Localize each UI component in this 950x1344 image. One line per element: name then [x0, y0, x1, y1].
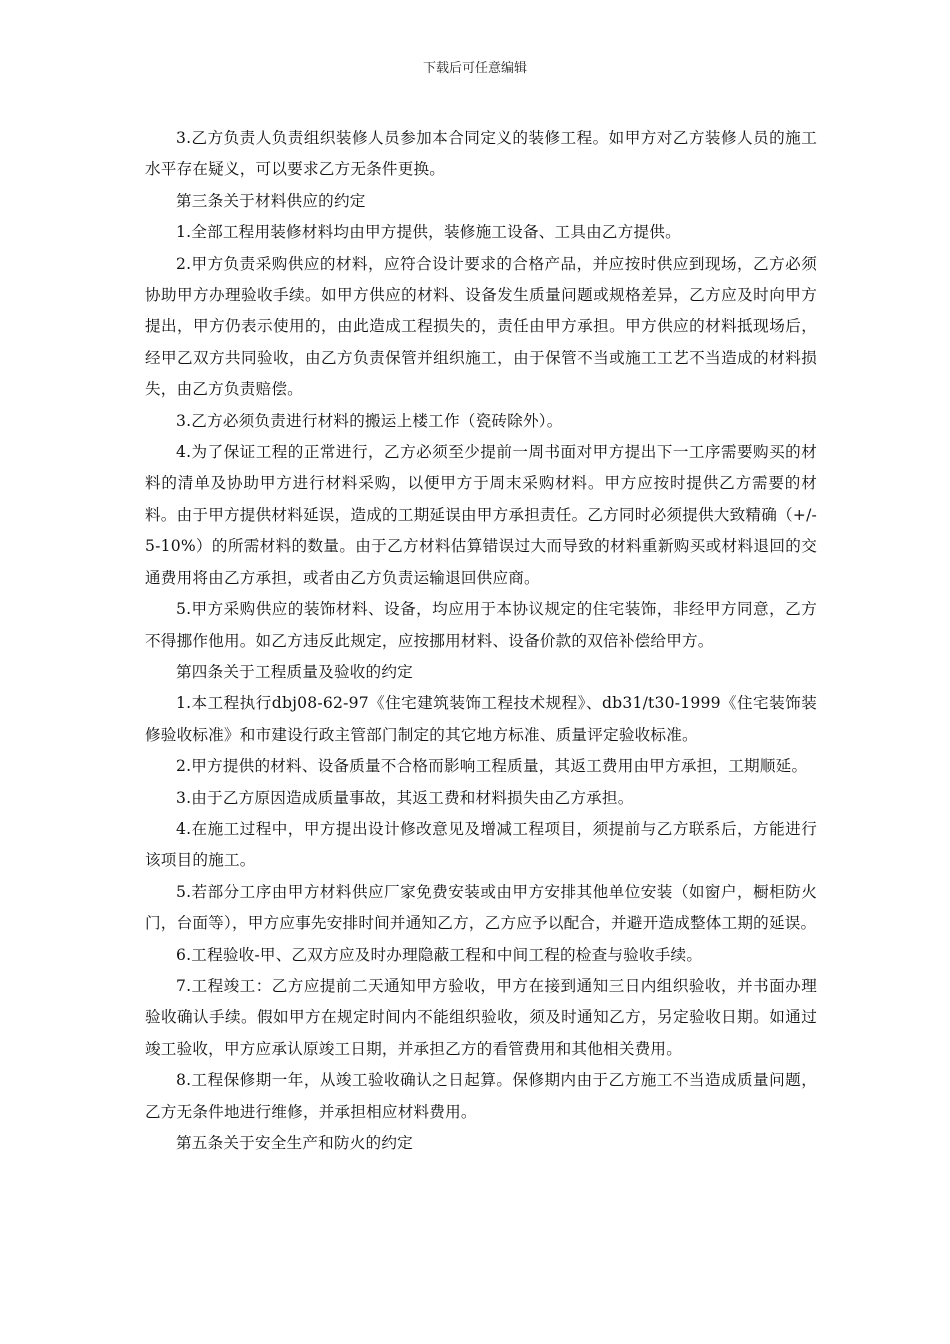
paragraph-quality-4: 4.在施工过程中，甲方提出设计修改意见及增减工程项目，须提前与乙方联系后，方能进行该项目的施工。	[145, 819, 817, 870]
paragraph-quality-1: 1.本工程执行dbj08-62-97《住宅建筑装饰工程技术规程》、db31/t30-1999《住宅装饰装修验收标准》和市建设行政主管部门制定的其它地方标准、质量评定验收标准。	[145, 694, 817, 744]
document-body	[145, 123, 817, 1159]
paragraph-quality-8: 8.工程保修期一年，从竣工验收确认之日起算。保修期内由于乙方施工不当造成质量问题，乙方无条件地进行维修，并承担相应材料费用。	[145, 1071, 817, 1121]
paragraph-materials-1: 1.全部工程用装修材料均由甲方提供，装修施工设备、工具由乙方提供。	[176, 223, 681, 242]
paragraph-quality-7: 7.工程竣工：乙方应提前二天通知甲方验收，甲方在接到通知三日内组织验收，并书面办理验收确认手续。假如甲方在规定时间内不能组织验收，须及时通知乙方，另定验收日期。如通过竣工验收，甲方应承认原竣工日期，并承担乙方的看管费用和其他相关费用。	[145, 976, 817, 1058]
paragraph-materials-5: 5.甲方采购供应的装饰材料、设备，均应用于本协议规定的住宅装饰，非经甲方同意，乙方不得挪作他用。如乙方违反此规定，应按挪用材料、设备价款的双倍补偿给甲方。	[145, 600, 817, 650]
section-heading-safety: 第五条关于安全生产和防火的约定	[176, 1134, 413, 1152]
paragraph-quality-5: 5.若部分工序由甲方材料供应厂家免费安装或由甲方安排其他单位安装（如窗户，橱柜防火门，台面等），甲方应事先安排时间并通知乙方，乙方应予以配合，并避开造成整体工期的延误。	[145, 882, 817, 933]
paragraph-team-leader: 3.乙方负责人负责组织装修人员参加本合同定义的装修工程。如甲方对乙方装修人员的施工水平存在疑义，可以要求乙方无条件更换。	[145, 129, 817, 179]
section-heading-materials: 第三条关于材料供应的约定	[176, 191, 366, 210]
page-header: 下载后可任意编辑	[422, 61, 527, 76]
section-heading-quality: 第四条关于工程质量及验收的约定	[176, 662, 413, 681]
paragraph-quality-3: 3.由于乙方原因造成质量事故，其返工费和材料损失由乙方承担。	[176, 788, 634, 807]
paragraph-materials-3: 3.乙方必须负责进行材料的搬运上楼工作（瓷砖除外）。	[176, 411, 563, 430]
paragraph-materials-4: 4.为了保证工程的正常进行，乙方必须至少提前一周书面对甲方提出下一工序需要购买的材料的清单及协助甲方进行材料采购，以便甲方于周末采购材料。甲方应按时提供乙方需要的材料。由于甲方提供材料延误，造成的工期延误由甲方承担责任。乙方同时必须提供大致精确（+/-5-10%）的所需材料的数量。由于乙方材料估算错误过大而导致的材料重新购买或材料退回的交通费用将由乙方承担，或者由乙方负责运输退回供应商。	[145, 443, 817, 587]
paragraph-quality-2: 2.甲方提供的材料、设备质量不合格而影响工程质量，其返工费用由甲方承担，工期顺延。	[176, 757, 808, 776]
paragraph-quality-6: 6.工程验收-甲、乙双方应及时办理隐蔽工程和中间工程的检查与验收手续。	[176, 945, 703, 964]
paragraph-materials-2: 2.甲方负责采购供应的材料，应符合设计要求的合格产品，并应按时供应到现场，乙方必须协助甲方办理验收手续。如甲方供应的材料、设备发生质量问题或规格差异，乙方应及时向甲方提出，甲方仍表示使用的，由此造成工程损失的，责任由甲方承担。甲方供应的材料抵现场后，经甲乙双方共同验收，由乙方负责保管并组织施工，由于保管不当或施工工艺不当造成的材料损失，由乙方负责赔偿。	[145, 254, 817, 399]
